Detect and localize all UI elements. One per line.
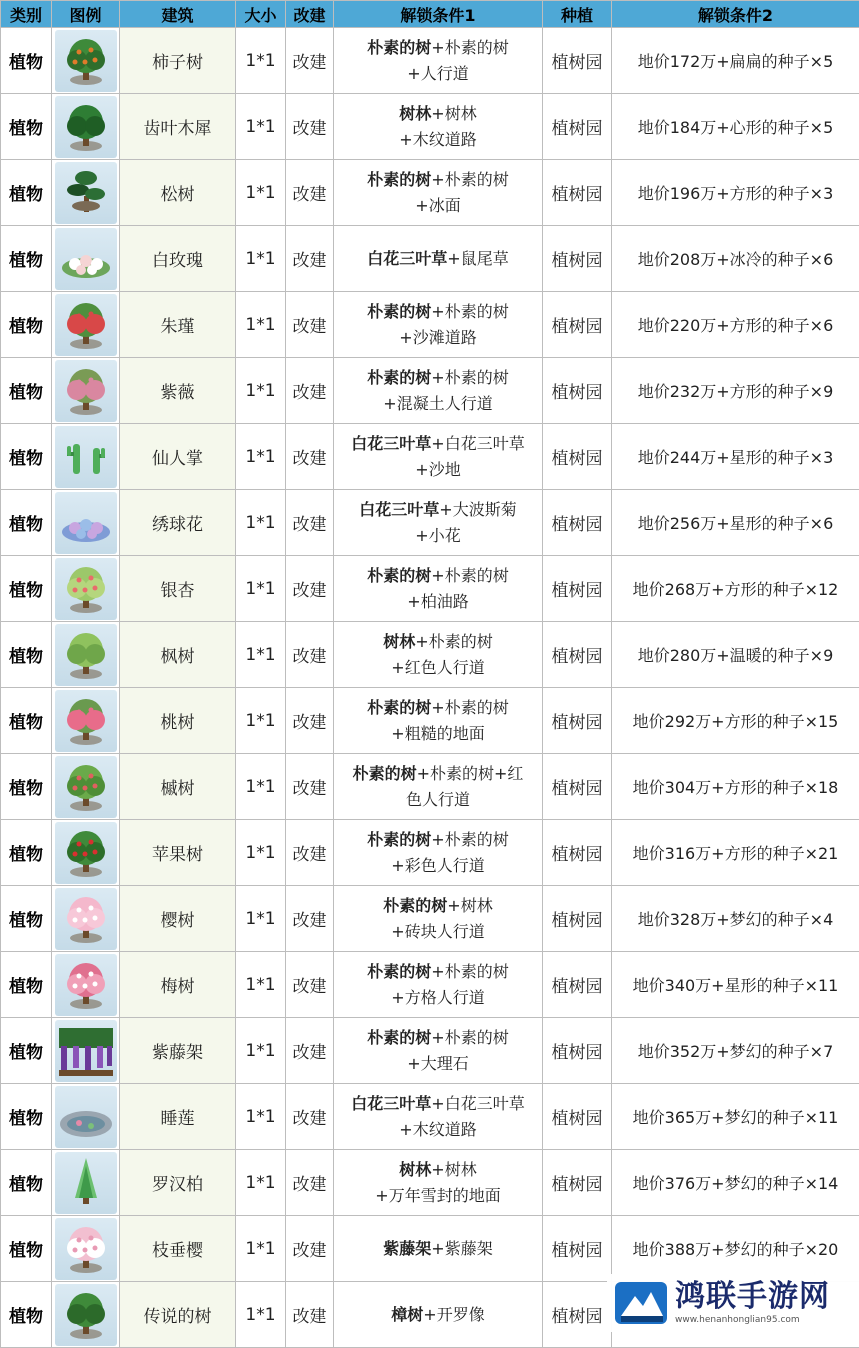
cell-unlock-2: 地价220万+方形的种子×6	[612, 292, 859, 358]
cell-unlock-2: 地价232万+方形的种子×9	[612, 358, 859, 424]
cell-building-name: 朱瑾	[120, 292, 236, 358]
unlock-1-primary: 朴素的树	[367, 38, 431, 57]
cell-rebuild: 改建	[286, 424, 334, 490]
maple-tree-icon	[55, 624, 117, 686]
cell-planting: 植树园	[543, 1018, 612, 1084]
plum-tree-icon	[55, 954, 117, 1016]
cell-unlock-1	[334, 556, 543, 622]
cell-rebuild: 改建	[286, 820, 334, 886]
unlock-1-line2: +木纹道路	[338, 127, 538, 153]
cell-rebuild: 改建	[286, 1018, 334, 1084]
unlock-1-secondary: +树林	[447, 896, 492, 915]
cell-unlock-1	[334, 1018, 543, 1084]
unlock-1-secondary: +树林	[431, 104, 476, 123]
cell-rebuild: 改建	[286, 160, 334, 226]
cell-building-name: 罗汉柏	[120, 1150, 236, 1216]
cell-planting: 植树园	[543, 820, 612, 886]
cell-category: 植物	[1, 1084, 52, 1150]
cell-category: 植物	[1, 886, 52, 952]
cell-unlock-1	[334, 292, 543, 358]
unlock-1-primary: 朴素的树	[367, 368, 431, 387]
cell-building-name: 齿叶木犀	[120, 94, 236, 160]
pine-tree-icon	[55, 162, 117, 224]
cell-category: 植物	[1, 1216, 52, 1282]
cell-planting: 植树园	[543, 556, 612, 622]
cell-planting: 植树园	[543, 28, 612, 94]
watermark-title: 鸿联手游网	[675, 1280, 830, 1314]
unlock-1-secondary: +朴素的树	[431, 170, 508, 189]
cell-size: 1*1	[236, 1018, 286, 1084]
header-planting: 种植	[543, 1, 612, 28]
unlock-1-line2: +粗糙的地面	[338, 721, 538, 747]
cell-unlock-1	[334, 1216, 543, 1282]
cell-unlock-2: 地价388万+梦幻的种子×20	[612, 1216, 859, 1282]
unlock-1-primary: 朴素的树	[383, 896, 447, 915]
ginkgo-icon	[55, 558, 117, 620]
wisteria-trellis-icon	[55, 1020, 117, 1082]
cell-planting: 植树园	[543, 292, 612, 358]
cell-size: 1*1	[236, 1282, 286, 1348]
cell-rebuild: 改建	[286, 688, 334, 754]
watermark-logo-icon	[613, 1278, 669, 1328]
table-row	[1, 160, 859, 226]
arhat-cypress-icon	[55, 1152, 117, 1214]
apple-tree-icon	[55, 822, 117, 884]
cell-size: 1*1	[236, 886, 286, 952]
persimmon-tree-icon	[55, 30, 117, 92]
unlock-1-secondary: +朴素的树	[431, 698, 508, 717]
unlock-1-line2: +沙地	[338, 457, 538, 483]
cell-unlock-1	[334, 1084, 543, 1150]
cell-unlock-1	[334, 226, 543, 292]
cell-building-name: 睡莲	[120, 1084, 236, 1150]
cell-rebuild: 改建	[286, 490, 334, 556]
cell-icon	[52, 424, 120, 490]
table-body	[1, 28, 859, 1348]
cell-size: 1*1	[236, 490, 286, 556]
cell-category: 植物	[1, 1282, 52, 1348]
table-row	[1, 424, 859, 490]
cell-category: 植物	[1, 424, 52, 490]
unlock-1-primary: 树林	[399, 1160, 431, 1179]
cell-planting: 植树园	[543, 1282, 612, 1348]
cell-rebuild: 改建	[286, 886, 334, 952]
table-row	[1, 1150, 859, 1216]
peach-tree-icon	[55, 690, 117, 752]
table-row	[1, 886, 859, 952]
table-row	[1, 94, 859, 160]
cell-building-name: 绣球花	[120, 490, 236, 556]
cell-building-name: 仙人掌	[120, 424, 236, 490]
table-header	[1, 1, 859, 28]
cell-unlock-2: 地价328万+梦幻的种子×4	[612, 886, 859, 952]
cell-unlock-2: 地价365万+梦幻的种子×11	[612, 1084, 859, 1150]
cell-unlock-2: 地价268万+方形的种子×12	[612, 556, 859, 622]
cell-size: 1*1	[236, 820, 286, 886]
cell-planting: 植树园	[543, 952, 612, 1018]
table-row	[1, 952, 859, 1018]
cell-icon	[52, 1150, 120, 1216]
cell-category: 植物	[1, 292, 52, 358]
header-size: 大小	[236, 1, 286, 28]
unlock-1-line2: +柏油路	[338, 589, 538, 615]
header-category: 类别	[1, 1, 52, 28]
watermark-url: www.henanhonglian95.com	[675, 1314, 830, 1326]
white-rose-icon	[55, 228, 117, 290]
cell-planting: 植树园	[543, 1216, 612, 1282]
cell-rebuild: 改建	[286, 754, 334, 820]
unlock-1-primary: 白花三叶草	[359, 500, 439, 519]
cell-icon	[52, 1018, 120, 1084]
cell-unlock-1	[334, 1282, 543, 1348]
legendary-tree-icon	[55, 1284, 117, 1346]
cell-icon	[52, 490, 120, 556]
unlock-1-secondary: +朴素的树	[431, 38, 508, 57]
unlock-1-secondary: +白花三叶草	[431, 434, 524, 453]
cell-unlock-1	[334, 424, 543, 490]
unlock-1-primary: 朴素的树	[367, 830, 431, 849]
cell-rebuild: 改建	[286, 1084, 334, 1150]
unlock-1-line2: +万年雪封的地面	[338, 1183, 538, 1209]
cell-rebuild: 改建	[286, 226, 334, 292]
cell-planting: 植树园	[543, 226, 612, 292]
unlock-1-secondary: +朴素的树+红	[417, 764, 524, 783]
cell-building-name: 桃树	[120, 688, 236, 754]
cell-unlock-1	[334, 94, 543, 160]
cell-icon	[52, 886, 120, 952]
table-row	[1, 1216, 859, 1282]
unlock-1-line2: +混凝土人行道	[338, 391, 538, 417]
cell-size: 1*1	[236, 1216, 286, 1282]
cactus-icon	[55, 426, 117, 488]
cell-building-name: 松树	[120, 160, 236, 226]
cell-size: 1*1	[236, 358, 286, 424]
cell-category: 植物	[1, 358, 52, 424]
table-row	[1, 556, 859, 622]
unlock-1-line2: +沙滩道路	[338, 325, 538, 351]
cell-category: 植物	[1, 1018, 52, 1084]
header-unlock-1: 解锁条件1	[334, 1, 543, 28]
table-row	[1, 820, 859, 886]
cell-size: 1*1	[236, 424, 286, 490]
crape-myrtle-icon	[55, 360, 117, 422]
cell-unlock-1	[334, 754, 543, 820]
unlock-1-primary: 白花三叶草	[351, 434, 431, 453]
table-row	[1, 754, 859, 820]
unlock-1-line2: +彩色人行道	[338, 853, 538, 879]
table-row	[1, 358, 859, 424]
cell-icon	[52, 358, 120, 424]
hibiscus-icon	[55, 294, 117, 356]
weeping-cherry-icon	[55, 1218, 117, 1280]
cell-building-name: 樱树	[120, 886, 236, 952]
cell-planting: 植树园	[543, 160, 612, 226]
cell-rebuild: 改建	[286, 28, 334, 94]
cherry-tree-icon	[55, 888, 117, 950]
table-row	[1, 28, 859, 94]
cell-unlock-2: 地价304万+方形的种子×18	[612, 754, 859, 820]
cell-category: 植物	[1, 952, 52, 1018]
cell-rebuild: 改建	[286, 94, 334, 160]
cell-building-name: 紫藤架	[120, 1018, 236, 1084]
cell-size: 1*1	[236, 754, 286, 820]
cell-rebuild: 改建	[286, 556, 334, 622]
table-row	[1, 292, 859, 358]
cell-building-name: 银杏	[120, 556, 236, 622]
cell-unlock-1	[334, 160, 543, 226]
cell-size: 1*1	[236, 28, 286, 94]
cell-rebuild: 改建	[286, 292, 334, 358]
cell-icon	[52, 292, 120, 358]
unlock-1-secondary: +朴素的树	[431, 368, 508, 387]
hydrangea-icon	[55, 492, 117, 554]
cell-building-name: 枫树	[120, 622, 236, 688]
unlock-1-primary: 树林	[399, 104, 431, 123]
cell-unlock-2: 地价376万+梦幻的种子×14	[612, 1150, 859, 1216]
cell-unlock-1	[334, 688, 543, 754]
cell-icon	[52, 1282, 120, 1348]
header-icon: 图例	[52, 1, 120, 28]
header-building: 建筑	[120, 1, 236, 28]
cell-icon	[52, 1084, 120, 1150]
cell-category: 植物	[1, 556, 52, 622]
cell-building-name: 枝垂樱	[120, 1216, 236, 1282]
cell-category: 植物	[1, 754, 52, 820]
cell-building-name: 白玫瑰	[120, 226, 236, 292]
unlock-1-secondary: +朴素的树	[431, 962, 508, 981]
cell-unlock-2: 地价292万+方形的种子×15	[612, 688, 859, 754]
unlock-1-primary: 朴素的树	[367, 698, 431, 717]
unlock-1-line2: +木纹道路	[338, 1117, 538, 1143]
unlock-1-secondary: +紫藤架	[431, 1239, 492, 1258]
unlock-1-secondary: +开罗像	[423, 1305, 484, 1324]
unlock-1-primary: 朴素的树	[367, 302, 431, 321]
cell-size: 1*1	[236, 556, 286, 622]
table-row	[1, 1084, 859, 1150]
cell-icon	[52, 94, 120, 160]
cell-category: 植物	[1, 28, 52, 94]
cell-size: 1*1	[236, 622, 286, 688]
cell-size: 1*1	[236, 688, 286, 754]
cell-planting: 植树园	[543, 754, 612, 820]
cell-icon	[52, 688, 120, 754]
cell-planting: 植树园	[543, 688, 612, 754]
unlock-1-primary: 朴素的树	[367, 962, 431, 981]
cell-planting: 植树园	[543, 1150, 612, 1216]
cell-icon	[52, 820, 120, 886]
cell-unlock-2: 地价256万+星形的种子×6	[612, 490, 859, 556]
unlock-1-primary: 白花三叶草	[351, 1094, 431, 1113]
cell-icon	[52, 28, 120, 94]
cell-building-name: 传说的树	[120, 1282, 236, 1348]
cell-unlock-2: 地价340万+星形的种子×11	[612, 952, 859, 1018]
cell-rebuild: 改建	[286, 1150, 334, 1216]
table-row	[1, 226, 859, 292]
unlock-1-line2: 色人行道	[338, 787, 538, 813]
cell-planting: 植树园	[543, 424, 612, 490]
unlock-1-secondary: +朴素的树	[431, 566, 508, 585]
cell-planting: 植树园	[543, 622, 612, 688]
holly-tree-icon	[55, 96, 117, 158]
cell-unlock-2: 地价316万+方形的种子×21	[612, 820, 859, 886]
water-lily-icon	[55, 1086, 117, 1148]
cell-size: 1*1	[236, 952, 286, 1018]
cell-building-name: 苹果树	[120, 820, 236, 886]
cell-unlock-2: 地价184万+心形的种子×5	[612, 94, 859, 160]
cell-unlock-1	[334, 886, 543, 952]
watermark	[607, 1274, 859, 1332]
unlock-1-primary: 朴素的树	[367, 170, 431, 189]
cell-category: 植物	[1, 226, 52, 292]
cell-unlock-1	[334, 358, 543, 424]
unlock-1-secondary: +白花三叶草	[431, 1094, 524, 1113]
cell-rebuild: 改建	[286, 358, 334, 424]
cell-icon	[52, 952, 120, 1018]
chinese-maple-icon	[55, 756, 117, 818]
cell-unlock-1	[334, 952, 543, 1018]
cell-planting: 植树园	[543, 490, 612, 556]
table-row	[1, 1018, 859, 1084]
unlock-1-primary: 紫藤架	[383, 1239, 431, 1258]
unlock-1-primary: 朴素的树	[367, 1028, 431, 1047]
unlock-1-primary: 樟树	[391, 1305, 423, 1324]
unlock-1-line2: +小花	[338, 523, 538, 549]
cell-rebuild: 改建	[286, 622, 334, 688]
cell-planting: 植树园	[543, 94, 612, 160]
cell-category: 植物	[1, 160, 52, 226]
cell-unlock-2: 地价244万+星形的种子×3	[612, 424, 859, 490]
cell-building-name: 紫薇	[120, 358, 236, 424]
cell-unlock-2: 地价280万+温暖的种子×9	[612, 622, 859, 688]
unlock-1-line2: +红色人行道	[338, 655, 538, 681]
header-unlock-2: 解锁条件2	[612, 1, 859, 28]
cell-icon	[52, 754, 120, 820]
unlock-1-line2: +砖块人行道	[338, 919, 538, 945]
cell-unlock-2: 地价196万+方形的种子×3	[612, 160, 859, 226]
header-rebuild: 改建	[286, 1, 334, 28]
cell-size: 1*1	[236, 1150, 286, 1216]
cell-size: 1*1	[236, 292, 286, 358]
cell-category: 植物	[1, 1150, 52, 1216]
cell-size: 1*1	[236, 1084, 286, 1150]
cell-category: 植物	[1, 820, 52, 886]
cell-size: 1*1	[236, 160, 286, 226]
unlock-1-secondary: +朴素的树	[415, 632, 492, 651]
cell-rebuild: 改建	[286, 1216, 334, 1282]
cell-unlock-2: 地价352万+梦幻的种子×7	[612, 1018, 859, 1084]
unlock-1-secondary: +鼠尾草	[447, 249, 508, 268]
cell-rebuild: 改建	[286, 952, 334, 1018]
unlock-1-secondary: +朴素的树	[431, 302, 508, 321]
unlock-1-line2: +方格人行道	[338, 985, 538, 1011]
cell-unlock-1	[334, 820, 543, 886]
table-row	[1, 688, 859, 754]
cell-unlock-1	[334, 622, 543, 688]
unlock-1-primary: 朴素的树	[367, 566, 431, 585]
cell-icon	[52, 160, 120, 226]
cell-planting: 植树园	[543, 1084, 612, 1150]
cell-icon	[52, 556, 120, 622]
cell-unlock-1	[334, 28, 543, 94]
cell-category: 植物	[1, 622, 52, 688]
cell-icon	[52, 1216, 120, 1282]
table-row	[1, 622, 859, 688]
table-row	[1, 490, 859, 556]
cell-category: 植物	[1, 490, 52, 556]
cell-unlock-1	[334, 490, 543, 556]
cell-unlock-2: 地价208万+冰冷的种子×6	[612, 226, 859, 292]
cell-category: 植物	[1, 688, 52, 754]
cell-rebuild: 改建	[286, 1282, 334, 1348]
unlock-1-primary: 白花三叶草	[367, 249, 447, 268]
cell-icon	[52, 226, 120, 292]
unlock-1-secondary: +朴素的树	[431, 1028, 508, 1047]
cell-unlock-2: 地价172万+扁扁的种子×5	[612, 28, 859, 94]
unlock-1-secondary: +朴素的树	[431, 830, 508, 849]
unlock-1-line2: +冰面	[338, 193, 538, 219]
unlock-1-line2: +人行道	[338, 61, 538, 87]
unlock-1-primary: 树林	[383, 632, 415, 651]
cell-building-name: 槭树	[120, 754, 236, 820]
cell-size: 1*1	[236, 94, 286, 160]
unlock-1-secondary: +大波斯菊	[439, 500, 516, 519]
cell-building-name: 柿子树	[120, 28, 236, 94]
cell-size: 1*1	[236, 226, 286, 292]
unlock-1-secondary: +树林	[431, 1160, 476, 1179]
cell-planting: 植树园	[543, 358, 612, 424]
cell-building-name: 梅树	[120, 952, 236, 1018]
unlock-1-primary: 朴素的树	[353, 764, 417, 783]
cell-planting: 植树园	[543, 886, 612, 952]
unlock-1-line2: +大理石	[338, 1051, 538, 1077]
cell-icon	[52, 622, 120, 688]
cell-category: 植物	[1, 94, 52, 160]
cell-unlock-1	[334, 1150, 543, 1216]
